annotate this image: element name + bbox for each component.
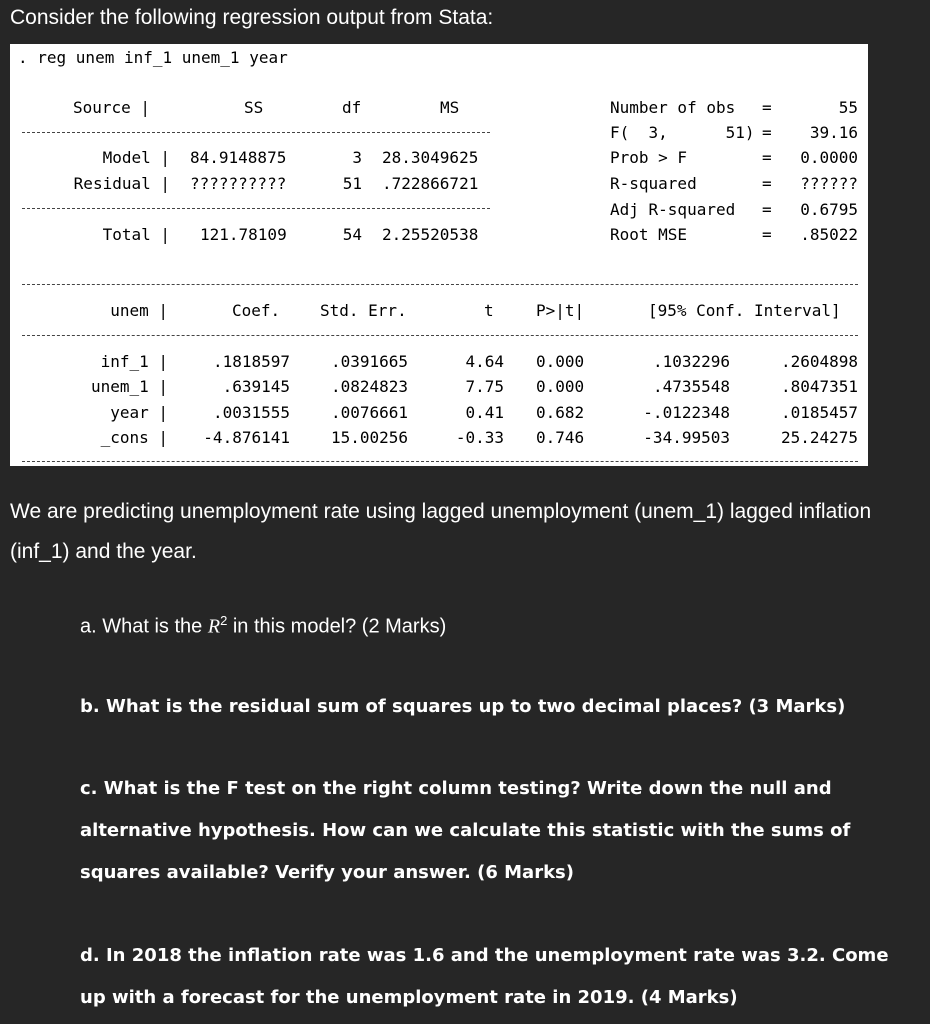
fit-stat-eq: = [762, 225, 772, 244]
fit-stat-eq: = [762, 174, 772, 193]
anova-row-ss: 121.78109 [200, 225, 287, 244]
coef-row-var: inf_1 | [100, 352, 168, 371]
coef-row-p: 0.682 [536, 403, 585, 422]
coef-row-t: 7.75 [465, 377, 504, 396]
fit-stat-label: Number of obs [610, 98, 736, 117]
intro-text: Consider the following regression output from Stata: [10, 6, 494, 29]
stata-command: . reg unem inf_1 unem_1 year [18, 48, 288, 67]
coef-row-lo: -34.99503 [643, 428, 730, 447]
coef-row-lo: -.0122348 [643, 403, 730, 422]
coef-header-var: unem | [110, 301, 168, 320]
anova-header-df: df [342, 98, 362, 117]
coef-row-p: 0.000 [536, 377, 585, 396]
anova-header-ss: SS [244, 98, 264, 117]
coef-row-hi: .0185457 [780, 403, 858, 422]
anova-row-ss: ?????????? [190, 174, 287, 193]
coef-row-coef: .639145 [222, 377, 290, 396]
question-b: b. What is the residual sum of squares up to two decimal places? (3 Marks) [80, 696, 846, 717]
r-superscript: 2 [220, 613, 228, 628]
fit-stat-value: .85022 [800, 225, 858, 244]
coef-row-se: .0391665 [330, 352, 408, 371]
coef-row-se: .0076661 [330, 403, 408, 422]
question-a-prefix: a. What is the [80, 615, 208, 638]
anova-header-ms: MS [440, 98, 460, 117]
coef-row-t: 4.64 [465, 352, 504, 371]
divider [22, 284, 858, 285]
question-a-suffix: in this model? (2 Marks) [227, 615, 447, 638]
fit-stat-label: Prob > F [610, 148, 688, 167]
coef-header-ci: [95% Conf. Interval] [648, 301, 841, 320]
anova-row-ms: 28.3049625 [382, 148, 479, 167]
fit-stat-value: 0.6795 [800, 200, 858, 219]
coef-header-se: Std. Err. [320, 301, 407, 320]
divider [22, 335, 858, 336]
context-paragraph: We are predicting unemployment rate using lagged unemployment (unem_1) lagged inflation (inf_1) and the year. [10, 500, 872, 563]
anova-row-ms: 2.25520538 [382, 225, 479, 244]
fit-stat-eq: = [762, 98, 772, 117]
coef-row-se: .0824823 [330, 377, 408, 396]
fit-stat-eq: = [762, 148, 772, 167]
coef-row-coef: -4.876141 [203, 428, 290, 447]
question-d: d. In 2018 the inflation rate was 1.6 and the unemployment rate was 3.2. Come up with a forecast for the unemployment rate in 2019. (4 Marks) [80, 945, 889, 1008]
fit-stat-label: Root MSE [610, 225, 688, 244]
divider [22, 132, 490, 133]
anova-row-df: 54 [342, 225, 362, 244]
coef-row-p: 0.746 [536, 428, 585, 447]
r-symbol: R [207, 615, 221, 638]
stata-output [10, 44, 868, 466]
anova-header-source: Source | [72, 98, 150, 117]
coef-row-p: 0.000 [536, 352, 585, 371]
anova-row-source: Residual | [73, 174, 170, 193]
fit-stat-value: 55 [838, 98, 858, 117]
anova-row-ms: .722866721 [382, 174, 479, 193]
divider [22, 461, 858, 462]
divider [22, 208, 490, 209]
fit-stat-value: 0.0000 [800, 148, 858, 167]
fit-stat-label: F( 3, 51) [610, 123, 755, 142]
fit-stat-eq: = [762, 123, 772, 142]
coef-header-coef: Coef. [232, 301, 281, 320]
coef-row-lo: .4735548 [652, 377, 730, 396]
fit-stat-label: R-squared [610, 174, 697, 193]
anova-row-ss: 84.9148875 [190, 148, 287, 167]
anova-row-df: 3 [352, 148, 362, 167]
fit-stat-label: Adj R-squared [610, 200, 736, 219]
anova-row-source: Model | [102, 148, 170, 167]
coef-header-p: P>|t| [536, 301, 585, 320]
coef-row-se: 15.00256 [330, 428, 408, 447]
fit-stat-eq: = [762, 200, 772, 219]
coef-row-hi: .8047351 [780, 377, 858, 396]
coef-row-coef: .0031555 [212, 403, 290, 422]
coef-row-hi: .2604898 [780, 352, 858, 371]
fit-stat-value: ?????? [800, 174, 858, 193]
coef-row-var: year | [110, 403, 168, 422]
question-a [80, 613, 446, 639]
fit-stat-value: 39.16 [809, 123, 858, 142]
coef-row-coef: .1818597 [212, 352, 290, 371]
coef-row-var: _cons | [100, 428, 168, 447]
coef-header-t: t [484, 301, 494, 320]
anova-row-source: Total | [102, 225, 170, 244]
coef-row-var: unem_1 | [90, 377, 168, 396]
question-c: c. What is the F test on the right column testing? Write down the null and alternative hypothesis. How can we calculate this statistic with the sums of squares available? Verify your answer. (6 Marks) [80, 778, 851, 883]
coef-row-hi: 25.24275 [780, 428, 858, 447]
coef-row-t: 0.41 [465, 403, 504, 422]
coef-row-lo: .1032296 [652, 352, 730, 371]
anova-row-df: 51 [342, 174, 362, 193]
coef-row-t: -0.33 [455, 428, 504, 447]
